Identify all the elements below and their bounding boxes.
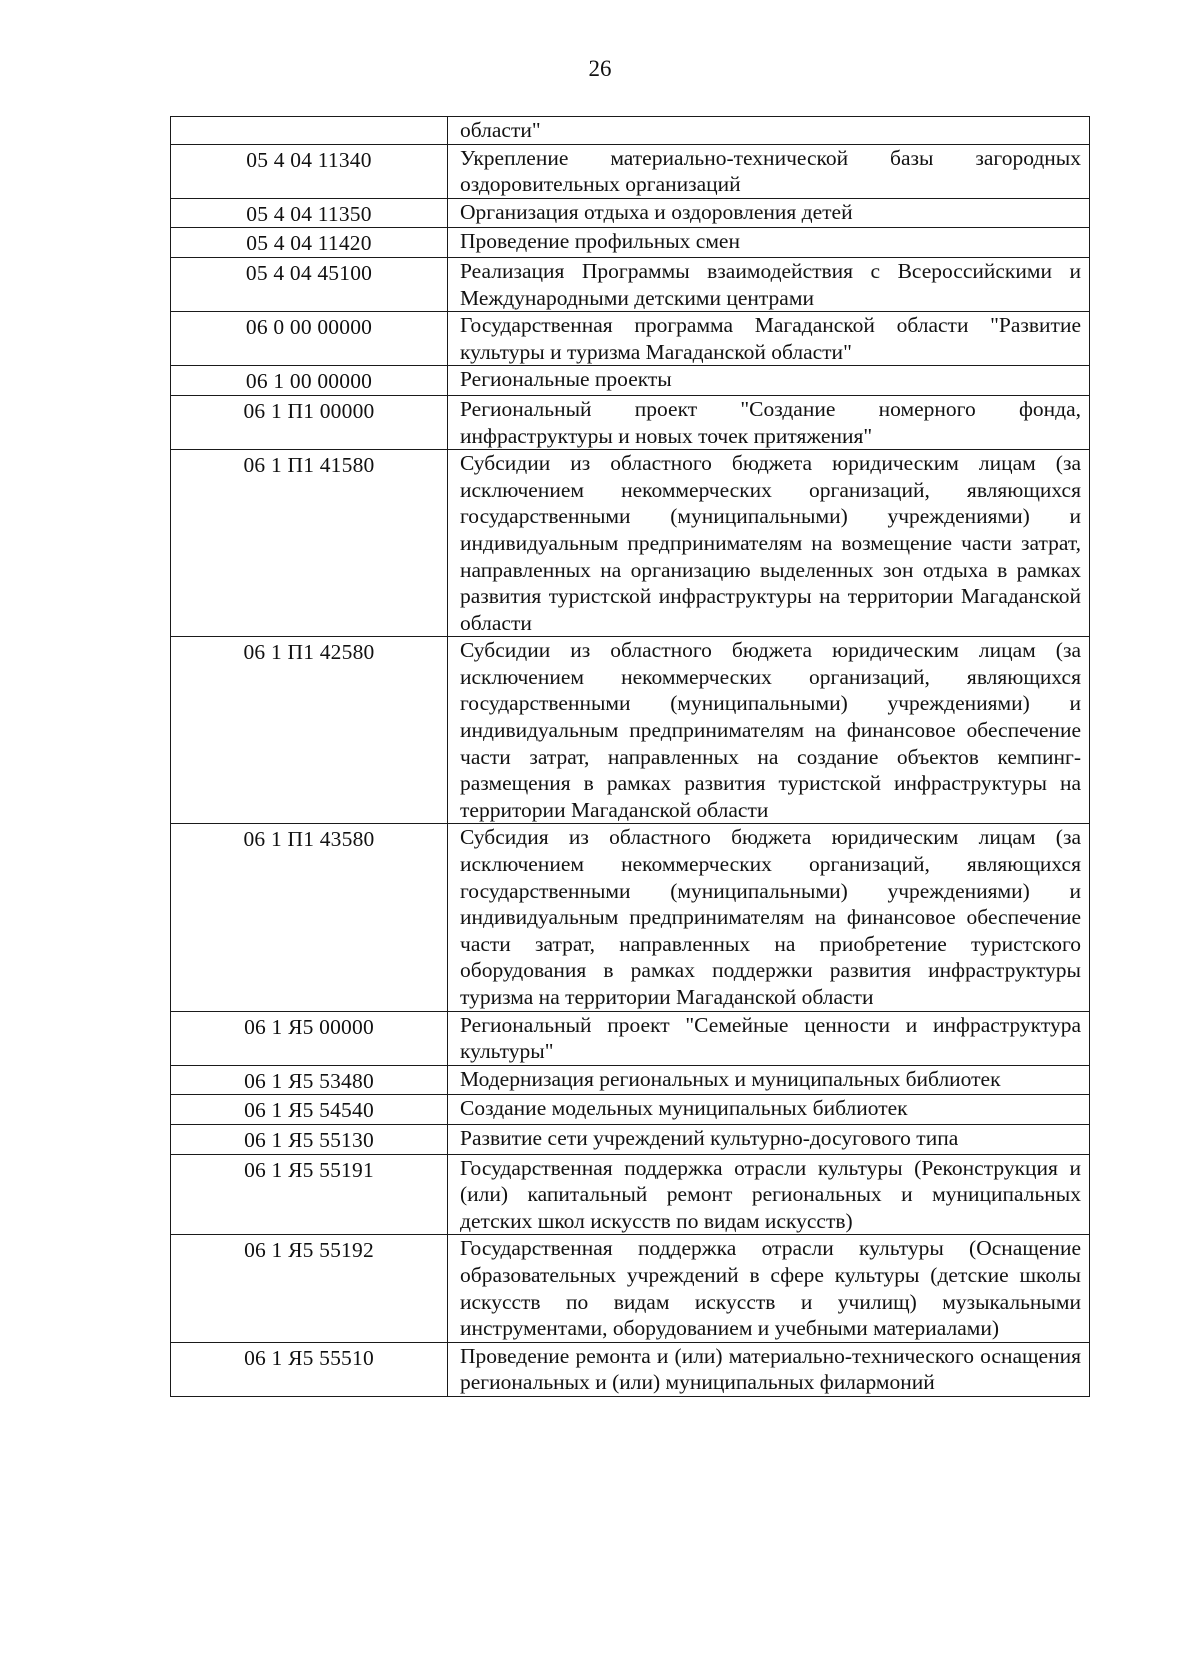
table-row: [171, 228, 1090, 258]
budget-classification-table: [170, 116, 1090, 1397]
row-description: Региональный проект "Семейные ценности и инфраструктура культуры": [448, 1011, 1090, 1065]
row-code: 06 1 П1 43580: [171, 824, 448, 1011]
table-row: [171, 117, 1090, 145]
row-code: 05 4 04 11350: [171, 198, 448, 228]
row-code: 05 4 04 45100: [171, 257, 448, 311]
row-code: [171, 117, 448, 145]
row-code: 06 0 00 00000: [171, 312, 448, 366]
row-description: Государственная поддержка отрасли культуры (Оснащение образовательных учреждений в сфере культуры (детские школы искусств по видам искусств и училищ) музыкальными инструментами, оборудованием и учебными материалами): [448, 1235, 1090, 1342]
row-description: Проведение профильных смен: [448, 228, 1090, 258]
row-description: Организация отдыха и оздоровления детей: [448, 198, 1090, 228]
page-number: 26: [588, 56, 612, 81]
row-code: 06 1 Я5 54540: [171, 1095, 448, 1125]
row-code: 06 1 П1 41580: [171, 450, 448, 637]
table-row: [171, 395, 1090, 449]
row-code: 06 1 Я5 55191: [171, 1154, 448, 1235]
row-description: Модернизация региональных и муниципальных библиотек: [448, 1065, 1090, 1095]
table-row: [171, 1011, 1090, 1065]
table-row: [171, 1095, 1090, 1125]
table-row: [171, 1235, 1090, 1342]
table-row: [171, 450, 1090, 637]
row-description: Реализация Программы взаимодействия с Всероссийскими и Международными детскими центрами: [448, 257, 1090, 311]
table-row: [171, 637, 1090, 824]
row-code: 05 4 04 11420: [171, 228, 448, 258]
row-description: Создание модельных муниципальных библиотек: [448, 1095, 1090, 1125]
table-body: [171, 117, 1090, 1397]
table-row: [171, 1124, 1090, 1154]
row-description: Государственная программа Магаданской области "Развитие культуры и туризма Магаданской области": [448, 312, 1090, 366]
table-row: [171, 144, 1090, 198]
table-row: [171, 1154, 1090, 1235]
row-description: Субсидия из областного бюджета юридическим лицам (за исключением некоммерческих организаций, являющихся государственными (муниципальными) учреждениями) и индивидуальным предпринимателям на финансовое обеспечение части затрат, направленных на приобретение туристского оборудования в рамках поддержки развития инфраструктуры туризма на территории Магаданской области: [448, 824, 1090, 1011]
row-description: Проведение ремонта и (или) материально-технического оснащения региональных и (или) муниципальных филармоний: [448, 1342, 1090, 1396]
row-description: Субсидии из областного бюджета юридическим лицам (за исключением некоммерческих организаций, являющихся государственными (муниципальными) учреждениями) и индивидуальным предпринимателям на возмещение части затрат, направленных на организацию выделенных зон отдыха в рамках развития туристской инфраструктуры на территории Магаданской области: [448, 450, 1090, 637]
row-description: Государственная поддержка отрасли культуры (Реконструкция и (или) капитальный ремонт региональных и муниципальных детских школ искусств по видам искусств): [448, 1154, 1090, 1235]
row-code: 06 1 Я5 53480: [171, 1065, 448, 1095]
table-row: [171, 257, 1090, 311]
table-row: [171, 312, 1090, 366]
table-row: [171, 366, 1090, 396]
row-code: 05 4 04 11340: [171, 144, 448, 198]
table-row: [171, 198, 1090, 228]
row-description: Субсидии из областного бюджета юридическим лицам (за исключением некоммерческих организаций, являющихся государственными (муниципальными) учреждениями) и индивидуальным предпринимателям на финансовое обеспечение части затрат, направленных на создание объектов кемпинг-размещения в рамках развития туристской инфраструктуры на территории Магаданской области: [448, 637, 1090, 824]
row-code: 06 1 П1 00000: [171, 395, 448, 449]
row-description: Региональные проекты: [448, 366, 1090, 396]
table-row: [171, 824, 1090, 1011]
row-code: 06 1 00 00000: [171, 366, 448, 396]
row-code: 06 1 Я5 55510: [171, 1342, 448, 1396]
row-description: области": [448, 117, 1090, 145]
table-row: [171, 1342, 1090, 1396]
row-description: Развитие сети учреждений культурно-досугового типа: [448, 1124, 1090, 1154]
row-description: Региональный проект "Создание номерного фонда, инфраструктуры и новых точек притяжения": [448, 395, 1090, 449]
table-row: [171, 1065, 1090, 1095]
row-description: Укрепление материально-технической базы загородных оздоровительных организаций: [448, 144, 1090, 198]
row-code: 06 1 Я5 55130: [171, 1124, 448, 1154]
row-code: 06 1 Я5 55192: [171, 1235, 448, 1342]
row-code: 06 1 Я5 00000: [171, 1011, 448, 1065]
row-code: 06 1 П1 42580: [171, 637, 448, 824]
